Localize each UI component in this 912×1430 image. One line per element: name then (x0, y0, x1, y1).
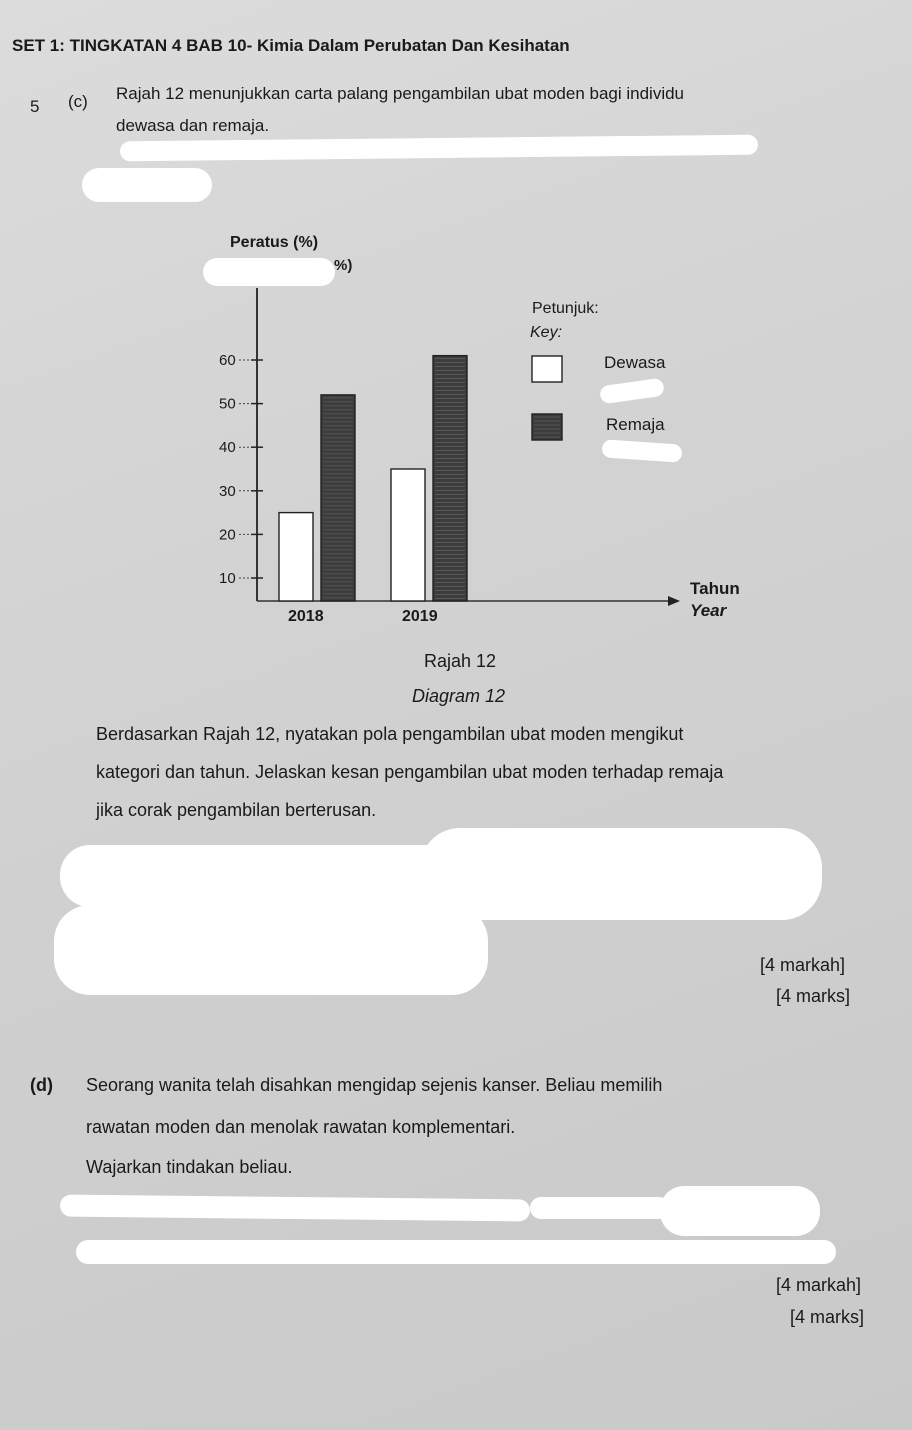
bar-dewasa-2019 (391, 469, 425, 601)
y-tick-label: 50 (219, 395, 236, 413)
y-axis-label-extra: %) (334, 257, 353, 274)
x-axis-label-ms: Tahun (690, 579, 740, 598)
y-axis-label: Peratus (%) (230, 234, 319, 251)
redaction-mark (60, 845, 460, 907)
y-tick-label: 40 (219, 439, 236, 457)
redaction-mark (530, 1197, 670, 1219)
question-c-paragraph-line1: Berdasarkan Rajah 12, nyatakan pola pengambilan ubat moden mengikut (96, 724, 684, 744)
question-d-line3: Wajarkan tindakan beliau. (86, 1157, 293, 1177)
question-d-line1: Seorang wanita telah disahkan mengidap sejenis kanser. Beliau memilih (86, 1075, 663, 1095)
legend-label-remaja: Remaja (606, 415, 665, 434)
question-part-c: (c) (68, 92, 88, 111)
y-tick-label: 20 (219, 526, 236, 544)
marks-ms-d: [4 markah] (776, 1275, 862, 1295)
legend-label-dewasa: Dewasa (604, 353, 666, 372)
x-tick-label: 2019 (402, 608, 438, 625)
diagram-caption-en: Diagram 12 (412, 686, 506, 706)
redaction-mark (203, 258, 335, 286)
diagram-caption-ms: Rajah 12 (424, 651, 497, 671)
legend-swatch-remaja (532, 414, 562, 440)
x-axis-arrow (668, 596, 680, 606)
legend-title-en: Key: (530, 324, 563, 341)
marks-en-c: [4 marks] (776, 986, 851, 1006)
y-tick-label: 60 (219, 352, 236, 369)
question-part-d: (d) (30, 1075, 53, 1095)
x-tick-label: 2018 (288, 608, 324, 625)
bar-dewasa-2018 (279, 513, 313, 601)
page-header-title: SET 1: TINGKATAN 4 BAB 10- Kimia Dalam Perubatan Dan Kesihatan (12, 36, 570, 55)
redaction-mark (76, 1240, 836, 1264)
marks-ms-c: [4 markah] (760, 955, 846, 975)
redaction-mark (420, 828, 822, 920)
redaction-mark (54, 905, 488, 995)
legend-swatch-dewasa (532, 356, 562, 382)
legend-title: Petunjuk: (532, 300, 599, 317)
marks-en-d: [4 marks] (790, 1307, 865, 1327)
bar-remaja-2019 (433, 356, 467, 601)
y-tick-label: 30 (219, 482, 236, 500)
x-axis-label-en: Year (690, 601, 727, 620)
redaction-mark (60, 1195, 530, 1222)
question-c-line2: dewasa dan remaja. (116, 116, 270, 135)
redaction-mark (660, 1186, 820, 1236)
question-c-line1: Rajah 12 menunjukkan carta palang pengambilan ubat moden bagi individu (116, 84, 685, 103)
question-c-paragraph-line3: jika corak pengambilan berterusan. (96, 800, 377, 820)
question-number: 5 (30, 97, 40, 116)
y-tick-label: 10 (219, 570, 236, 587)
question-d-line2: rawatan moden dan menolak rawatan komplementari. (86, 1117, 516, 1137)
question-c-paragraph-line2: kategori dan tahun. Jelaskan kesan pengambilan ubat moden terhadap remaja (96, 762, 724, 782)
